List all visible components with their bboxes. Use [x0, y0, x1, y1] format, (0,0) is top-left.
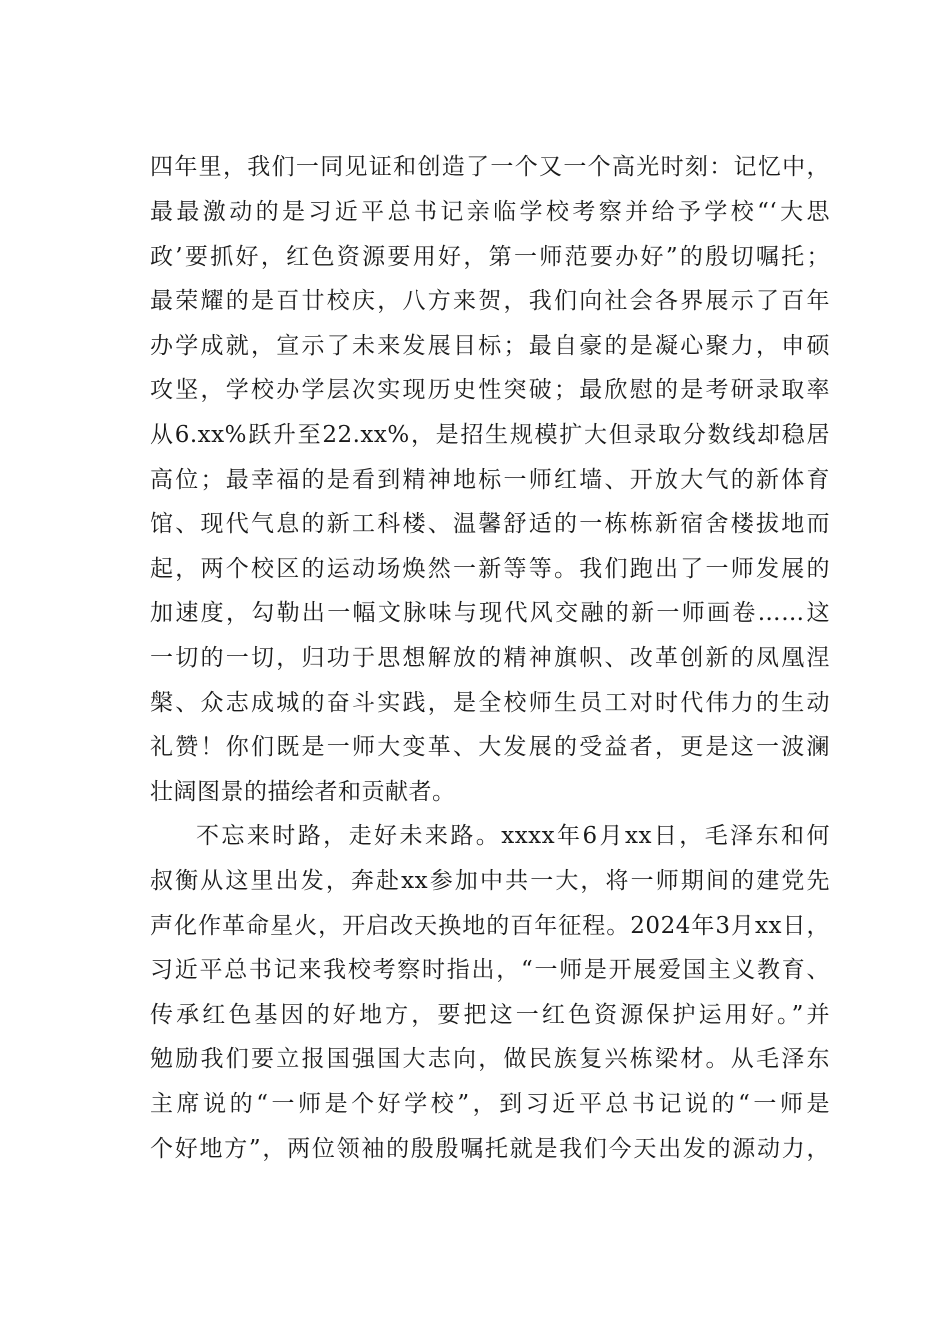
- paragraph-end-line: 壮阔图景的描绘者和贡献者。: [150, 779, 456, 805]
- text-line: 最荣耀的是百廿校庆，八方来贺，我们向社会各界展示了百年: [150, 288, 830, 314]
- text-line: 四年里，我们一同见证和创造了一个又一个高光时刻：记忆中，: [150, 154, 830, 180]
- text-line: 最最激动的是习近平总书记亲临学校考察并给予学校“‘大思: [150, 199, 830, 225]
- text-line: 习近平总书记来我校考察时指出，“一师是开展爱国主义教育、: [150, 957, 830, 983]
- text-line: 叔衡从这里出发，奔赴xx参加中共一大，将一师期间的建党先: [150, 868, 830, 894]
- text-line: 馆、现代气息的新工科楼、温馨舒适的一栋栋新宿舍楼拔地而: [150, 511, 830, 537]
- text-line: 一切的一切，归功于思想解放的精神旗帜、改革创新的凤凰涅: [150, 645, 830, 671]
- text-line: 声化作革命星火，开启改天换地的百年征程。2024年3月xx日，: [150, 913, 830, 939]
- text-line: 主席说的“一师是个好学校”，到习近平总书记说的“一师是: [150, 1091, 830, 1117]
- text-line: 高位；最幸福的是看到精神地标一师红墙、开放大气的新体育: [150, 467, 830, 493]
- text-line: 传承红色基因的好地方，要把这一红色资源保护运用好。”并: [150, 1002, 830, 1028]
- text-line: 办学成就，宣示了未来发展目标；最自豪的是凝心聚力，申硕: [150, 333, 830, 359]
- text-line: 槃、众志成城的奋斗实践，是全校师生员工对时代伟力的生动: [150, 690, 830, 716]
- text-line: 攻坚，学校办学层次实现历史性突破；最欣慰的是考研录取率: [150, 377, 830, 403]
- text-line: 政’要抓好，红色资源要用好，第一师范要办好”的殷切嘱托；: [150, 244, 830, 270]
- text-line: 勉励我们要立报国强国大志向，做民族复兴栋梁材。从毛泽东: [150, 1046, 830, 1072]
- paragraph-first-line: 不忘来时路，走好未来路。xxxx年6月xx日，毛泽东和何: [196, 823, 830, 849]
- text-line: 加速度，勾勒出一幅文脉味与现代风交融的新一师画卷……这: [150, 600, 830, 626]
- text-line: 起，两个校区的运动场焕然一新等等。我们跑出了一师发展的: [150, 556, 830, 582]
- text-line: 个好地方”，两位领袖的殷殷嘱托就是我们今天出发的源动力，: [150, 1136, 830, 1162]
- text-line: 礼赞！你们既是一师大变革、大发展的受益者，更是这一波澜: [150, 734, 830, 760]
- text-line: 从6.xx%跃升至22.xx%，是招生规模扩大但录取分数线却稳居: [150, 422, 830, 448]
